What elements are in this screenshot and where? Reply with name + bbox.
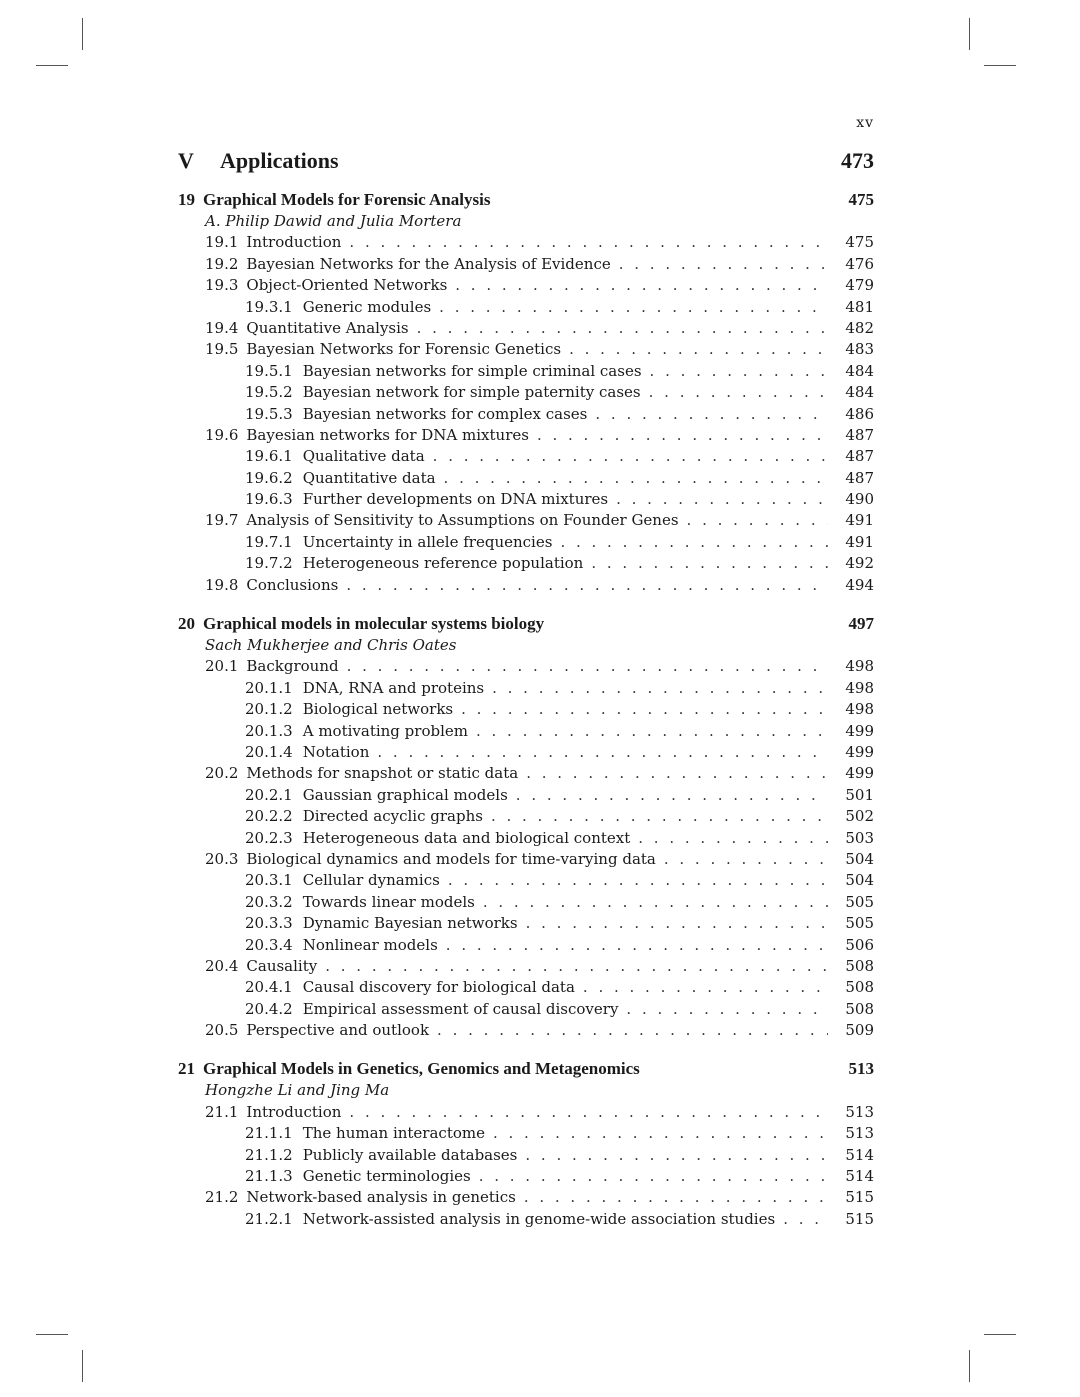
entry-page: 514 <box>845 1145 874 1164</box>
entry-title: Empirical assessment of causal discovery <box>302 999 619 1018</box>
entry-page: 505 <box>845 914 874 933</box>
entry-page: 483 <box>845 340 874 359</box>
entry-title: Nonlinear models <box>302 935 438 954</box>
entry-number: 21.1.2 <box>245 1145 293 1164</box>
entry-number: 20.2.1 <box>245 785 293 804</box>
entry-title: Bayesian networks for simple criminal cases <box>302 361 642 380</box>
section-entry[interactable] <box>178 956 874 977</box>
dot-leader <box>619 254 828 275</box>
entry-title: Bayesian Networks for the Analysis of Evidence <box>246 254 611 273</box>
subsection-entry[interactable] <box>178 785 874 806</box>
chapter-authors: Hongzhe Li and Jing Ma <box>205 1081 390 1100</box>
dot-leader <box>616 489 828 510</box>
dot-leader <box>526 763 828 784</box>
entry-number: 21.2.1 <box>245 1209 293 1228</box>
subsection-entry[interactable] <box>178 297 874 318</box>
chapter-authors: Sach Mukherjee and Chris Oates <box>205 636 457 655</box>
entry-number: 20.3.3 <box>245 914 293 933</box>
entry-page: 484 <box>845 383 874 402</box>
entry-page: 515 <box>845 1188 874 1207</box>
chapter-heading[interactable] <box>178 189 874 211</box>
entry-number: 20.3.4 <box>245 935 293 954</box>
chapter-title: Graphical Models in Genetics, Genomics and Metagenomics <box>203 1059 640 1079</box>
entry-number: 20.3 <box>205 849 239 868</box>
section-entry[interactable] <box>178 1102 874 1123</box>
entry-number: 19.6.2 <box>245 468 293 487</box>
chapter-number: 19 <box>178 190 195 209</box>
entry-number: 19.5 <box>205 340 239 359</box>
chapter-section <box>178 1058 874 1230</box>
dot-leader <box>349 1102 828 1123</box>
section-entry[interactable] <box>178 1187 874 1208</box>
entry-page: 486 <box>845 404 874 423</box>
entry-number: 21.1.1 <box>245 1124 293 1143</box>
dot-leader <box>560 532 828 553</box>
entry-page: 504 <box>845 871 874 890</box>
entry-title: Genetic terminologies <box>302 1167 471 1186</box>
chapter-page: 513 <box>848 1059 874 1079</box>
dot-leader <box>626 999 828 1020</box>
entry-page: 513 <box>845 1124 874 1143</box>
subsection-entry[interactable] <box>178 404 874 425</box>
dot-leader <box>437 1020 828 1041</box>
entry-number: 20.1.4 <box>245 742 293 761</box>
entry-title: Methods for snapshot or static data <box>246 764 519 783</box>
entry-page: 487 <box>845 468 874 487</box>
dot-leader <box>346 575 828 596</box>
entry-title: Publicly available databases <box>302 1145 518 1164</box>
dot-leader <box>591 553 828 574</box>
subsection-entry[interactable] <box>178 828 874 849</box>
entry-page: 503 <box>845 828 874 847</box>
entry-title: Cellular dynamics <box>302 871 440 890</box>
entry-number: 19.7.1 <box>245 532 293 551</box>
dot-leader <box>325 956 828 977</box>
entry-title: Qualitative data <box>302 447 425 466</box>
entry-page: 498 <box>845 700 874 719</box>
dot-leader <box>493 1123 828 1144</box>
entry-title: Biological dynamics and models for time-varying data <box>246 849 656 868</box>
entry-title: Network-based analysis in genetics <box>246 1188 516 1207</box>
entry-page: 505 <box>845 892 874 911</box>
entry-page: 513 <box>845 1102 874 1121</box>
entry-page: 476 <box>845 254 874 273</box>
entry-number: 19.5.2 <box>245 383 293 402</box>
entry-number: 20.2.3 <box>245 828 293 847</box>
dot-leader <box>349 232 828 253</box>
entry-title: Notation <box>302 742 370 761</box>
subsection-entry[interactable] <box>178 446 874 467</box>
section-entry[interactable] <box>178 275 874 296</box>
subsection-entry[interactable] <box>178 1166 874 1187</box>
subsection-entry[interactable] <box>178 935 874 956</box>
dot-leader <box>439 297 828 318</box>
entry-number: 20.2 <box>205 764 239 783</box>
entry-number: 20.3.2 <box>245 892 293 911</box>
entry-title: Introduction <box>246 1102 342 1121</box>
part-number: V <box>178 148 194 173</box>
section-entry[interactable] <box>178 232 874 253</box>
section-entry[interactable] <box>178 339 874 360</box>
chapter-heading[interactable] <box>178 1058 874 1080</box>
entry-title: A motivating problem <box>302 721 468 740</box>
dot-leader <box>433 446 828 467</box>
dot-leader <box>537 425 828 446</box>
chapter-page: 475 <box>848 190 874 209</box>
entry-number: 19.5.3 <box>245 404 293 423</box>
subsection-entry[interactable] <box>178 806 874 827</box>
chapter-title: Graphical models in molecular systems biology <box>203 614 545 634</box>
subsection-entry[interactable] <box>178 468 874 489</box>
crop-mark <box>984 65 1016 66</box>
entry-number: 19.3 <box>205 276 239 295</box>
dot-leader <box>595 404 828 425</box>
chapter-section <box>178 613 874 1041</box>
chapter-page: 497 <box>848 614 874 634</box>
dot-leader <box>417 318 828 339</box>
entry-number: 20.1.2 <box>245 700 293 719</box>
entry-number: 20.5 <box>205 1021 239 1040</box>
entry-page: 475 <box>845 233 874 252</box>
dot-leader <box>444 468 828 489</box>
entry-page: 499 <box>845 742 874 761</box>
entry-title: Generic modules <box>302 297 432 316</box>
entry-title: Biological networks <box>302 700 454 719</box>
dot-leader <box>783 1209 828 1230</box>
entry-page: 498 <box>845 678 874 697</box>
entry-title: Network-assisted analysis in genome-wide association studies <box>302 1209 776 1228</box>
entry-number: 21.2 <box>205 1188 239 1207</box>
subsection-entry[interactable] <box>178 1123 874 1144</box>
entry-number: 19.7 <box>205 511 239 530</box>
part-heading <box>178 148 874 174</box>
subsection-entry[interactable] <box>178 1209 874 1230</box>
entry-title: Heterogeneous reference population <box>302 554 584 573</box>
dot-leader <box>347 656 828 677</box>
section-entry[interactable] <box>178 656 874 677</box>
entry-page: 494 <box>845 575 874 594</box>
entry-page: 491 <box>845 511 874 530</box>
dot-leader <box>526 913 828 934</box>
subsection-entry[interactable] <box>178 913 874 934</box>
entry-number: 19.1 <box>205 233 239 252</box>
entry-number: 19.7.2 <box>245 554 293 573</box>
entry-title: Quantitative data <box>302 468 436 487</box>
entry-title: Perspective and outlook <box>246 1021 430 1040</box>
chapter-title: Graphical Models for Forensic Analysis <box>203 190 491 209</box>
dot-leader <box>483 892 828 913</box>
dot-leader <box>516 785 828 806</box>
chapter-heading[interactable] <box>178 613 874 635</box>
entry-page: 506 <box>845 935 874 954</box>
entry-page: 508 <box>845 978 874 997</box>
entry-page: 487 <box>845 447 874 466</box>
entry-page: 508 <box>845 956 874 975</box>
entry-title: DNA, RNA and proteins <box>302 678 485 697</box>
subsection-entry[interactable] <box>178 721 874 742</box>
subsection-entry[interactable] <box>178 532 874 553</box>
subsection-entry[interactable] <box>178 489 874 510</box>
entry-title: Conclusions <box>246 575 339 594</box>
entry-title: Dynamic Bayesian networks <box>302 914 518 933</box>
subsection-entry[interactable] <box>178 1145 874 1166</box>
entry-number: 21.1.3 <box>245 1167 293 1186</box>
dot-leader <box>479 1166 828 1187</box>
entry-number: 19.5.1 <box>245 361 293 380</box>
entry-title: Further developments on DNA mixtures <box>302 490 609 509</box>
dot-leader <box>525 1145 828 1166</box>
entry-title: Bayesian networks for complex cases <box>302 404 588 423</box>
entry-title: Bayesian Networks for Forensic Genetics <box>246 340 562 359</box>
dot-leader <box>492 678 828 699</box>
dot-leader <box>461 699 828 720</box>
entry-page: 508 <box>845 999 874 1018</box>
subsection-entry[interactable] <box>178 382 874 403</box>
entry-number: 20.3.1 <box>245 871 293 890</box>
subsection-entry[interactable] <box>178 361 874 382</box>
entry-title: Causal discovery for biological data <box>302 978 575 997</box>
entry-page: 482 <box>845 318 874 337</box>
section-entry[interactable] <box>178 849 874 870</box>
entry-page: 481 <box>845 297 874 316</box>
dot-leader <box>664 849 828 870</box>
section-entry[interactable] <box>178 763 874 784</box>
section-entry[interactable] <box>178 1020 874 1041</box>
entry-title: Object-Oriented Networks <box>246 276 448 295</box>
section-entry[interactable] <box>178 318 874 339</box>
subsection-entry[interactable] <box>178 892 874 913</box>
chapter-authors: A. Philip Dawid and Julia Mortera <box>205 212 462 230</box>
entry-number: 19.2 <box>205 254 239 273</box>
entry-page: 484 <box>845 361 874 380</box>
entry-number: 19.3.1 <box>245 297 293 316</box>
entry-page: 514 <box>845 1167 874 1186</box>
entry-number: 20.4.1 <box>245 978 293 997</box>
entry-number: 19.8 <box>205 575 239 594</box>
dot-leader <box>446 935 828 956</box>
entry-title: Heterogeneous data and biological context <box>302 828 631 847</box>
entry-number: 20.2.2 <box>245 807 293 826</box>
crop-mark <box>36 65 68 66</box>
dot-leader <box>649 382 828 403</box>
entry-title: Gaussian graphical models <box>302 785 508 804</box>
entry-title: Directed acyclic graphs <box>302 807 483 826</box>
chapter-number: 21 <box>178 1059 195 1079</box>
entry-page: 490 <box>845 490 874 509</box>
dot-leader <box>377 742 828 763</box>
page-number: xv <box>856 115 874 131</box>
dot-leader <box>448 870 828 891</box>
part-page: 473 <box>841 148 874 173</box>
crop-mark <box>36 1334 68 1335</box>
entry-page: 499 <box>845 721 874 740</box>
section-entry[interactable] <box>178 510 874 531</box>
subsection-entry[interactable] <box>178 699 874 720</box>
section-entry[interactable] <box>178 575 874 596</box>
section-entry[interactable] <box>178 254 874 275</box>
chapter-section <box>178 189 874 596</box>
dot-leader <box>638 828 828 849</box>
entry-page: 504 <box>845 849 874 868</box>
entry-page: 502 <box>845 807 874 826</box>
entry-title: Background <box>246 657 339 676</box>
entry-title: Causality <box>246 956 318 975</box>
entry-page: 479 <box>845 276 874 295</box>
subsection-entry[interactable] <box>178 553 874 574</box>
section-entry[interactable] <box>178 425 874 446</box>
entry-number: 19.6 <box>205 425 239 444</box>
dot-leader <box>650 361 828 382</box>
subsection-entry[interactable] <box>178 870 874 891</box>
dot-leader <box>524 1187 828 1208</box>
subsection-entry[interactable] <box>178 678 874 699</box>
entry-title: Quantitative Analysis <box>246 318 409 337</box>
entry-number: 20.4 <box>205 956 239 975</box>
dot-leader <box>491 806 828 827</box>
entry-number: 20.1.3 <box>245 721 293 740</box>
dot-leader <box>455 275 828 296</box>
entry-title: The human interactome <box>302 1124 485 1143</box>
entry-number: 20.4.2 <box>245 999 293 1018</box>
chapter-number: 20 <box>178 614 195 634</box>
entry-number: 20.1.1 <box>245 678 293 697</box>
entry-number: 19.6.3 <box>245 490 293 509</box>
entry-number: 19.6.1 <box>245 447 293 466</box>
entry-page: 501 <box>845 785 874 804</box>
entry-title: Towards linear models <box>302 892 475 911</box>
crop-mark <box>969 1350 970 1382</box>
crop-mark <box>984 1334 1016 1335</box>
entry-page: 515 <box>845 1209 874 1228</box>
dot-leader <box>476 721 828 742</box>
entry-page: 509 <box>845 1021 874 1040</box>
entry-number: 21.1 <box>205 1102 239 1121</box>
entry-title: Uncertainty in allele frequencies <box>302 532 553 551</box>
entry-number: 19.4 <box>205 318 239 337</box>
entry-number: 20.1 <box>205 657 239 676</box>
entry-page: 491 <box>845 532 874 551</box>
entry-title: Introduction <box>246 233 342 252</box>
crop-mark <box>969 18 970 50</box>
entry-page: 499 <box>845 764 874 783</box>
entry-page: 487 <box>845 425 874 444</box>
dot-leader <box>569 339 828 360</box>
dot-leader <box>687 510 828 531</box>
subsection-entry[interactable] <box>178 999 874 1020</box>
subsection-entry[interactable] <box>178 742 874 763</box>
crop-mark <box>82 18 83 50</box>
dot-leader <box>583 977 828 998</box>
entry-page: 492 <box>845 554 874 573</box>
table-of-contents <box>178 189 874 1247</box>
subsection-entry[interactable] <box>178 977 874 998</box>
entry-title: Bayesian network for simple paternity cases <box>302 383 641 402</box>
part-title: Applications <box>220 148 339 173</box>
crop-mark <box>82 1350 83 1382</box>
entry-title: Bayesian networks for DNA mixtures <box>246 425 529 444</box>
entry-title: Analysis of Sensitivity to Assumptions on Founder Genes <box>246 511 679 530</box>
entry-page: 498 <box>845 657 874 676</box>
